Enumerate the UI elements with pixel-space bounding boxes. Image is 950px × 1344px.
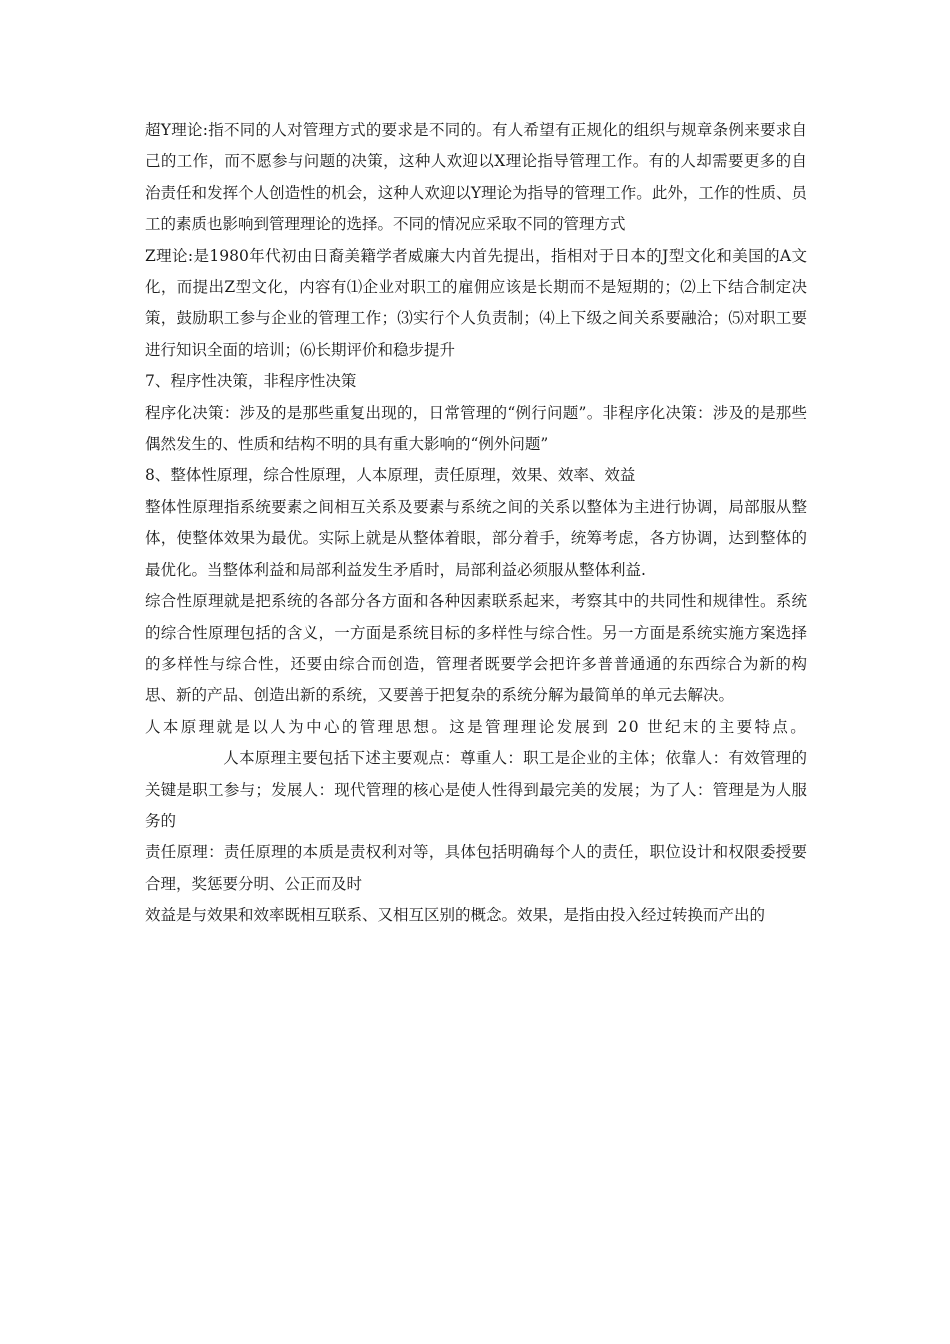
paragraph-benefit-concept: 效益是与效果和效率既相互联系、又相互区别的概念。效果，是指由投入经过转换而产出的: [145, 906, 766, 925]
paragraph-z-theory: Z理论:是1980年代初由日裔美籍学者威廉大内首先提出，指相对于日本的J型文化和美国的A文化，而提出Z型文化，内容有⑴企业对职工的雇佣应该是长期而不是短期的；⑵上下结合制定决策，鼓励职工参与企业的管理工作；⑶实行个人负责制；⑷上下级之间关系要融洽；⑸对职工要进行知识全面的培训；⑹长期评价和稳步提升: [145, 246, 807, 359]
paragraph-programmed-decision: 程序化决策：涉及的是那些重复出现的，日常管理的“例行问题”。非程序化决策：涉及的是那些偶然发生的、性质和结构不明的具有重大影响的“例外问题”: [145, 403, 807, 454]
paragraph-synthesis-principle: 综合性原理就是把系统的各部分各方面和各种因素联系起来，考察其中的共同性和规律性。系统的综合性原理包括的含义，一方面是系统目标的多样性与综合性。另一方面是系统实施方案选择的多样性与综合性，还要由综合而创造，管理者既要学会把许多普普通通的东西综合为新的构思、新的产品、创造出新的系统，又要善于把复杂的系统分解为最简单的单元去解决。: [145, 592, 807, 705]
human-principle-intro: 人本原理就是以人为中心的管理思想。这是管理理论发展到 20 世纪末的主要特点。: [145, 717, 807, 736]
section-heading-8: 8、整体性原理，综合性原理，人本原理，责任原理，效果、效率、效益: [145, 466, 636, 485]
paragraph-super-y-theory: 超Y理论:指不同的人对管理方式的要求是不同的。有人希望有正规化的组织与规章条例来要求自己的工作，而不愿参与问题的决策，这种人欢迎以X理论指导管理工作。有的人却需要更多的自治责任和发挥个人创造性的机会，这种人欢迎以Y理论为指导的管理工作。此外，工作的性质、员工的素质也影响到管理理论的选择。不同的情况应采取不同的管理方式: [145, 121, 807, 234]
paragraph-responsibility-principle: 责任原理：责任原理的本质是责权利对等，具体包括明确每个人的责任，职位设计和权限委授要合理，奖惩要分明、公正而及时: [145, 843, 807, 893]
paragraph-wholeness-principle: 整体性原理指系统要素之间相互关系及要素与系统之间的关系以整体为主进行协调，局部服从整体，使整体效果为最优。实际上就是从整体着眼，部分着手，统筹考虑，各方协调，达到整体的最优化。当整体利益和局部利益发生矛盾时，局部利益必须服从整体利益.: [145, 497, 807, 579]
paragraph-human-principle: [145, 712, 807, 838]
section-heading-7: 7、程序性决策，非程序性决策: [145, 372, 357, 391]
document-page: [145, 115, 807, 932]
human-principle-points: 人本原理主要包括下述主要观点：尊重人：职工是企业的主体；依靠人：有效管理的关键是职工参与；发展人：现代管理的核心是使人性得到最完美的发展；为了人：管理是为人服务的: [145, 749, 807, 830]
